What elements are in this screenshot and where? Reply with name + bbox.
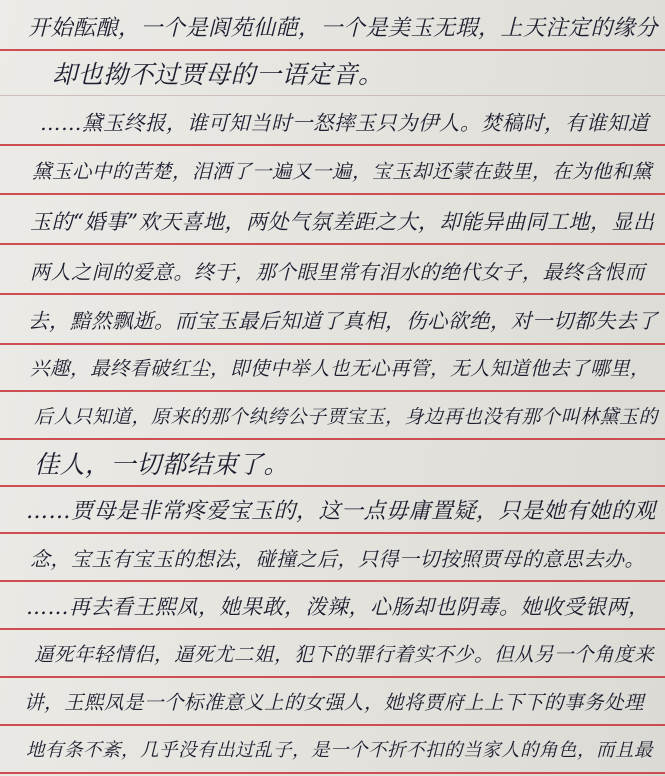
ruled-line [0, 293, 665, 295]
essay-line: 黛玉心中的苦楚，泪洒了一遍又一遍，宝玉却还蒙在鼓里，在为他和黛 [32, 160, 653, 183]
ruled-line [0, 343, 665, 345]
ruled-line [0, 390, 665, 392]
essay-line: 兴趣，最终看破红尘，即使中举人也无心再管，无人知道他去了哪里， [30, 357, 651, 380]
ruled-line [0, 144, 665, 146]
essay-line: ……再去看王熙凤，她果敢，泼辣，心肠却也阴毒。她收受银两， [26, 595, 650, 619]
essay-line: 去，黯然飘逝。而宝玉最后知道了真相，伤心欲绝，对一切都失去了 [28, 309, 658, 333]
essay-line: ……黛玉终报，谁可知当时一怒摔玉只为伊人。焚稿时，有谁知道 [40, 111, 649, 135]
essay-line: 后人只知道，原来的那个纨绔公子贾宝玉，身边再也没有那个叫林黛玉的 [34, 406, 659, 428]
ruled-line [0, 193, 665, 195]
essay-line: 讲，王熙凤是一个标准意义上的女强人，她将贾府上上下下的事务处理 [24, 691, 645, 714]
essay-line: 地有条不紊，几乎没有出过乱子，是一个不折不扣的当家人的角色，而且最 [26, 740, 654, 761]
ruled-line [0, 580, 665, 582]
ruled-line [0, 676, 665, 678]
ruled-line [0, 95, 665, 96]
essay-line: 玉的“婚事”欢天喜地，两处气氛差距之大，却能异曲同工地，显出 [30, 210, 655, 234]
essay-line: 却也拗不过贾母的一语定音。 [52, 60, 384, 89]
ruled-line [0, 628, 665, 630]
ruled-line [0, 243, 665, 245]
essay-line: 念，宝玉有宝玉的想法，碰撞之后，只得一切按照贾母的意思去办。 [30, 547, 645, 571]
ruled-line [0, 724, 665, 726]
ruled-line [0, 532, 665, 534]
ruled-line [0, 49, 665, 51]
essay-line: 逼死年轻情侣，逼死尤二姐，犯下的罪行着实不少。但从另一个角度来 [34, 643, 655, 666]
essay-line: ……贾母是非常疼爱宝玉的，这一点毋庸置疑，只是她有她的观 [26, 499, 657, 524]
ruled-line [0, 438, 665, 440]
essay-line: 佳人，一切都结束了。 [34, 450, 290, 479]
ruled-line [0, 485, 665, 487]
essay-line: 开始酝酿，一个是阆苑仙葩，一个是美玉无瑕，上天注定的缘分 [28, 16, 659, 41]
essay-line: 两人之间的爱意。终于，那个眼里常有泪水的绝代女子，最终含恨而 [30, 260, 645, 284]
